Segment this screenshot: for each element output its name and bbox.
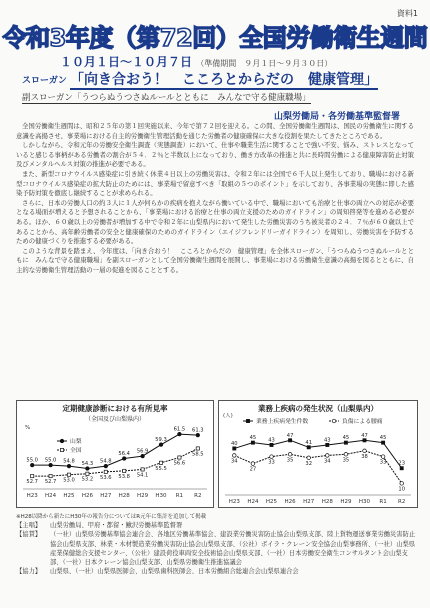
data-point	[104, 470, 107, 473]
chart-title: 定期健康診断における有所見率	[62, 404, 168, 413]
x-tick-label: R1	[175, 493, 184, 499]
legend-label: 全国	[70, 448, 82, 454]
chart-subtitle: （全国及び山梨県内）	[84, 416, 145, 423]
data-point	[67, 464, 71, 468]
data-label: 38	[361, 453, 368, 460]
slogan-label: スローガン	[22, 76, 67, 86]
sub-slogan-text: 副スローガン「うつらぬうつさぬルールとともに みんなで守る健康職場」	[22, 93, 311, 103]
data-label: 61.3	[192, 427, 204, 434]
data-label: 55.0	[26, 457, 38, 464]
x-tick-label: H26	[81, 493, 93, 499]
x-tick-label: H27	[303, 499, 315, 505]
y-unit: (人)	[223, 413, 233, 419]
data-label: 54.1	[136, 472, 149, 479]
legend-label: 業務上疾病発生件数	[256, 419, 309, 425]
data-label: 34	[230, 458, 238, 465]
data-label: 43	[323, 437, 331, 444]
data-point	[382, 441, 385, 444]
data-label: 53.8	[118, 473, 130, 480]
data-label: 54.8	[63, 458, 75, 465]
data-point	[270, 455, 274, 459]
data-point	[178, 432, 182, 436]
data-label: 55.0	[44, 457, 57, 464]
x-tick-label: H24	[247, 499, 259, 505]
chart-note: ※H28以降から新たにH30年の報告分についてはR元年に集計を追加して掲載	[16, 514, 207, 520]
legend-marker	[246, 419, 249, 422]
data-point	[122, 457, 126, 461]
data-label: 54.8	[100, 458, 112, 465]
x-tick-label: H26	[284, 499, 296, 505]
legend-label: 負傷による腰痛	[342, 419, 383, 425]
disease-plot	[219, 413, 417, 507]
footer-row	[16, 521, 418, 530]
data-label: 52.7	[26, 479, 38, 486]
chart-title: 業務上疾病の発生状況（山梨県内）	[258, 404, 378, 413]
disease-chart	[218, 400, 418, 508]
data-label: 35	[286, 457, 294, 464]
data-point	[196, 447, 199, 450]
health-check-chart	[16, 400, 214, 508]
x-tick-label: R1	[379, 499, 387, 505]
body-paragraph: さらに、日本の労働人口の約３人に１人が何らかの疾病を抱えながら働いている中で、職場においても治療と仕事の両立への対応が必要となる場面が増えると予想されることから、「事業場における治療と仕事の両立支援のためのガイドライン」の周知啓発等を進める必要がある。ほか、６０歳以上の労働者が増加する中で令和２年に山梨県内において発生した労働災害のうち被災者の２４．７％が６０歳以上であることから、高年齢労働者の安全と健康確保のためのガイドライン（エイジフレンドリーガイドライン）を周知し、労働災害を予防するための健康づくりを推進する必要がある。	[16, 198, 414, 246]
data-point	[363, 449, 367, 453]
data-point	[251, 462, 255, 466]
data-label: 56.9	[136, 448, 149, 455]
body-paragraph: 全国労働衛生週間は、昭和２５年の第１回実施以来、今年で第７２回を迎える。この間、全国労働衛生週間は、国民の労働衛生に関する意識を高揚させ、事業場における自主的労働衛生管理活動を通じた労働者の健康確保に大きな役割を果たしてきたところである。	[16, 122, 414, 140]
data-point	[326, 454, 330, 458]
x-tick-label: H23	[26, 493, 38, 499]
data-point	[289, 439, 292, 442]
data-point	[400, 482, 404, 486]
data-label: 41	[305, 439, 313, 446]
data-point	[86, 472, 89, 475]
x-tick-label: H25	[63, 493, 75, 499]
footer-label: 【協力】	[16, 568, 42, 576]
footer-row	[16, 530, 418, 567]
series-line	[234, 440, 401, 468]
data-label: 45	[249, 435, 257, 442]
data-label: 56.4	[118, 450, 130, 457]
data-point	[159, 461, 162, 464]
data-point	[67, 473, 70, 476]
footer-label: 【協賛】	[16, 531, 42, 539]
sub-slogan	[22, 91, 311, 103]
legend-label: 山梨	[70, 439, 82, 445]
data-point	[344, 441, 347, 444]
data-point	[307, 446, 310, 449]
data-label: 35	[342, 457, 350, 464]
data-point	[49, 475, 52, 478]
body-paragraph: しかしながら、令和元年の労働安全衛生調査（実態調査）において、仕事や職業生活に関することで強い不安、悩み、ストレスとなっていると感じる事柄がある労働者の割合が５４．２％と半数以上になっており、働き方改革の推進と共に長時間労働による健康障害防止対策及びメンタルヘルス対策の推進が必要である。	[16, 141, 414, 169]
x-tick-label: H29	[137, 493, 149, 499]
data-label: 53.2	[81, 476, 94, 483]
data-label: 52.7	[44, 479, 57, 486]
data-point	[251, 441, 254, 444]
data-label: 32	[305, 460, 313, 467]
x-tick-label: H28	[321, 499, 333, 505]
footer-label: 【主唱】	[16, 522, 42, 529]
x-tick-label: H23	[228, 499, 240, 505]
data-point	[159, 443, 163, 447]
data-point	[344, 452, 348, 456]
data-point	[123, 469, 126, 472]
x-tick-label: H29	[340, 499, 352, 505]
data-point	[381, 455, 385, 459]
x-tick-label: H30	[155, 493, 167, 499]
data-point	[233, 447, 236, 450]
organization: 山梨労働局・各労働基準監督署	[273, 112, 400, 122]
data-point	[400, 467, 403, 470]
period-main: １０月１日～１０月７日	[60, 55, 193, 69]
data-label: 23	[398, 460, 406, 467]
data-point	[49, 463, 53, 467]
y-unit: %	[25, 425, 31, 431]
body-text	[16, 122, 414, 276]
footer-text: （一社）山梨県労働基準協会連合会、各地区労働基準協会、建設業労働災害防止協会山梨県支部、陸上貨物運送事業労働災害防止協会山梨県支部、林業・木材製造業労働災害防止協会山梨県支部、（公社）ボイラ・クレーン安全協会山梨事務所、（一社）山梨県産業保健総合支援センター、（公社）建設荷役車両安全技術協会山梨県支部、（一社）日本労働安全衛生コンサルタント会山梨支部、（一社）日本クレーン協会山梨支部、山梨県労働衛生推進協議会	[50, 531, 416, 567]
data-label: 45	[379, 435, 387, 442]
legend-marker	[60, 448, 63, 451]
data-label: 33	[268, 459, 275, 466]
data-point	[307, 456, 311, 460]
body-paragraph: このような背景を踏まえ、今年度は、「向き合おう！ こころとからだの 健康管理」を全体スローガン、「うつらぬうつさぬルールとともに みんなで守る健康職場」を副スローガンとして全国労働衛生週間を展開し、事業場における労働衛生意識の高揚を図るとともに、自主的な労働衛生管理活動の一層の促進を図ることとする。	[16, 246, 414, 274]
main-slogan-text: 「向き合おう！ こころとからだの 健康管理」	[70, 72, 378, 88]
data-point	[86, 467, 90, 471]
footer	[16, 521, 418, 577]
x-tick-label: H27	[100, 493, 112, 499]
data-label: 53.6	[100, 474, 112, 481]
data-label: 43	[268, 437, 275, 444]
data-label: 53.0	[63, 477, 75, 484]
period-dates	[60, 53, 332, 70]
data-point	[31, 475, 34, 478]
data-label: 10	[398, 486, 406, 493]
x-tick-label: H25	[265, 499, 278, 505]
data-label: 59.3	[155, 437, 167, 444]
data-label: 58.5	[192, 451, 204, 458]
data-label: 47	[361, 432, 368, 439]
data-label: 34	[323, 458, 331, 465]
x-tick-label: H24	[45, 493, 57, 499]
data-label: 55.5	[155, 465, 167, 472]
data-point	[30, 463, 34, 467]
x-tick-label: H30	[358, 499, 371, 505]
data-label: 61.5	[173, 426, 186, 433]
data-point	[288, 452, 292, 456]
data-point	[270, 443, 273, 446]
data-point	[141, 454, 145, 458]
data-point	[363, 439, 366, 442]
data-point	[196, 433, 200, 437]
main-slogan	[70, 69, 378, 89]
data-label: 45	[342, 435, 350, 442]
data-label: 40	[230, 440, 238, 447]
data-point	[141, 468, 144, 471]
data-point	[326, 443, 329, 446]
x-tick-label: R2	[398, 499, 406, 505]
data-label: 54.3	[81, 460, 94, 467]
data-label: 56.6	[173, 460, 186, 467]
body-paragraph: また、新型コロナウイルス感染症に引き続く休業４日以上の労働災害は、令和２年には全国で６千人以上発生しており、職場における新型コロナウイルス感染症の拡大防止のためには、事業場で留意すべき「取組の５つのポイント」を示しており、各事業場の実態に即した感染予防対策を徹底し継続することが求められる。	[16, 169, 414, 198]
legend-marker	[60, 439, 64, 443]
x-tick-label: R2	[194, 493, 202, 499]
health-check-plot	[17, 423, 213, 505]
page-title: 令和3年度（第72回）全国労働衛生週間	[2, 24, 428, 52]
data-label: 33	[379, 459, 387, 466]
period-prep: （準備期間 ９月１日～９月３０日）	[196, 59, 333, 68]
data-label: 27	[249, 466, 257, 473]
x-tick-label: H28	[118, 493, 130, 499]
data-point	[178, 456, 181, 459]
footer-text: 山梨労働局、甲府・都留・鰍沢労働基準監督署	[50, 522, 183, 529]
data-point	[233, 454, 237, 458]
data-point	[104, 464, 108, 468]
footer-text: 山梨県、（一社）山梨県医師会、山梨県歯科医師会、日本労働組合総連合会山梨県連合会	[50, 568, 299, 576]
legend-marker	[332, 419, 336, 423]
document-reference: 資料1	[396, 9, 418, 18]
series-line	[234, 451, 401, 484]
footer-row	[16, 567, 418, 576]
data-label: 47	[286, 432, 294, 439]
